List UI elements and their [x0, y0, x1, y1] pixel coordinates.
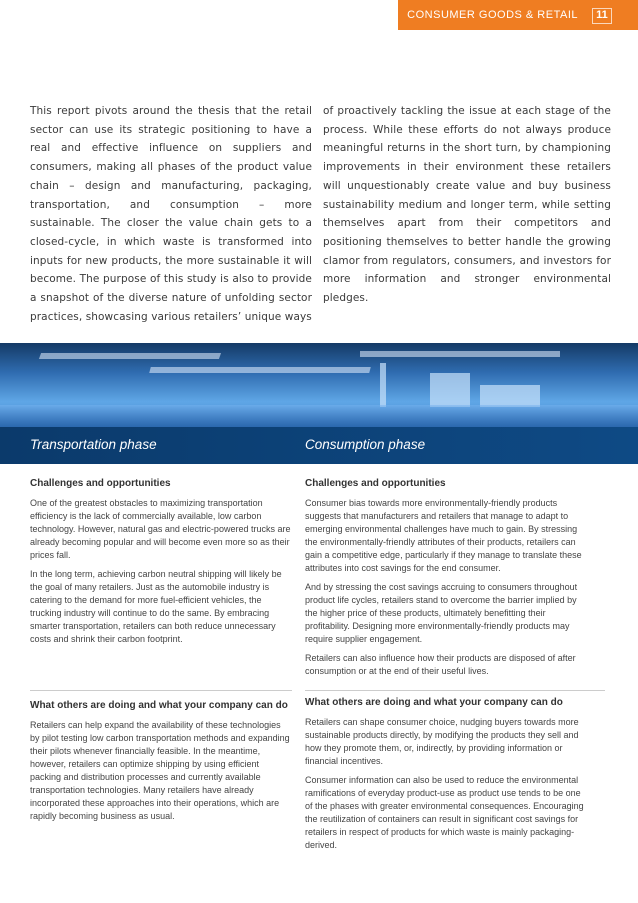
transportation-phase-title: Transportation phase: [30, 437, 157, 452]
warehouse-photo: [0, 343, 638, 427]
section-heading: What others are doing and what your company can do: [305, 697, 563, 708]
paragraph: Retailers can help expand the availability of these technologies by pilot testing low carbon transportation methods and expanding their pilots whenever financially feasible. In the meantime, however, retailers can optimize shipping by using efficient packing and distribution processes and currently available transportation technologies. Many retailers have already incorporated these approaches into their operations, which are rapidly becoming business as usual.: [30, 720, 290, 821]
consumption-challenges: [305, 478, 585, 684]
intro-left-column: This report pivots around the thesis that the retail sector can use its strategic positioning to have a real and effective influence on suppliers and consumers, making all phases of the product value chain – design and manufacturing, packaging, transportation, and consumption – more sustainable. The closer the value chain gets to a closed-cycle, in which waste is transformed into inputs for new products, the more sustainable it will become. The purpose of this study is also to provide a snapshot of the diverse nature of unfolding sector practices, showcasing various retailers’ unique ways: [30, 105, 312, 323]
section-heading: Challenges and opportunities: [30, 478, 171, 489]
paragraph: In the long term, achieving carbon neutral shipping will likely be the goal of many retailers. Just as the automobile industry is catering to the demand for more fuel-efficient vehicles, the trucking industry will continue to do the same. By embracing smarter transportation, retailers can both reduce unnecessary costs and shrink their carbon footprint.: [30, 569, 282, 644]
section-heading: What others are doing and what your company can do: [30, 700, 288, 711]
divider: [30, 690, 292, 691]
consumption-others: [305, 697, 585, 858]
section-title: CONSUMER GOODS & RETAIL: [407, 9, 578, 21]
intro-text: [30, 102, 611, 326]
page-number: 11: [592, 8, 612, 24]
paragraph: Consumer information can also be used to reduce the environmental ramifications of everyday product-use as product use tends to be one of the phases with greater environmental consequences. Encouraging the reutilization of containers can result in significant cost savings for retailers in respect of products for which waste is mainly packaging-derived.: [305, 775, 584, 850]
paragraph: One of the greatest obstacles to maximizing transportation efficiency is the lack of commercially available, low carbon technology. However, natural gas and electric-powered trucks are already becoming popular and will become even more so as their prices fall.: [30, 498, 291, 560]
paragraph: And by stressing the cost savings accruing to consumers throughout product life cycles, retailers stand to overcome the barrier implied by the higher price of these products, ultimately benefitting their profitability. Designing more environmentally-friendly products may require supplier engagement.: [305, 582, 578, 644]
paragraph: Consumer bias towards more environmentally-friendly products suggests that manufacturers and retailers that manage to adapt to emerging environmental challenges have much to gain. By stressing the environmentally-friendly attributes of their products, retailers can gain a competitive edge, particularly if they manage to translate these attributes into cost savings for the end consumer.: [305, 498, 582, 573]
section-heading: Challenges and opportunities: [305, 478, 446, 489]
transportation-challenges: [30, 478, 292, 652]
phase-bar: [0, 427, 638, 464]
header-bar: [398, 0, 638, 30]
paragraph: Retailers can shape consumer choice, nudging buyers towards more sustainable products directly, by modifying the products they sell and how they promote them, or, indirectly, by providing information or financial incentives.: [305, 717, 579, 766]
consumption-phase-title: Consumption phase: [305, 437, 426, 452]
intro-right-column: of proactively tackling the issue at each stage of the process. While these efforts do not always produce meaningful returns in the short turn, by championing improvements in their environment these retailers will unquestionably create value and buy business sustainability medium and longer term, while setting themselves apart from their competitors and positioning themselves to better handle the growing clamor from regulators, consumers, and investors for more information and stronger environmental pledges.: [323, 105, 611, 305]
transportation-others: [30, 700, 292, 829]
divider: [305, 690, 605, 691]
paragraph: Retailers can also influence how their products are disposed of after consumption or at the end of their useful lives.: [305, 653, 576, 676]
